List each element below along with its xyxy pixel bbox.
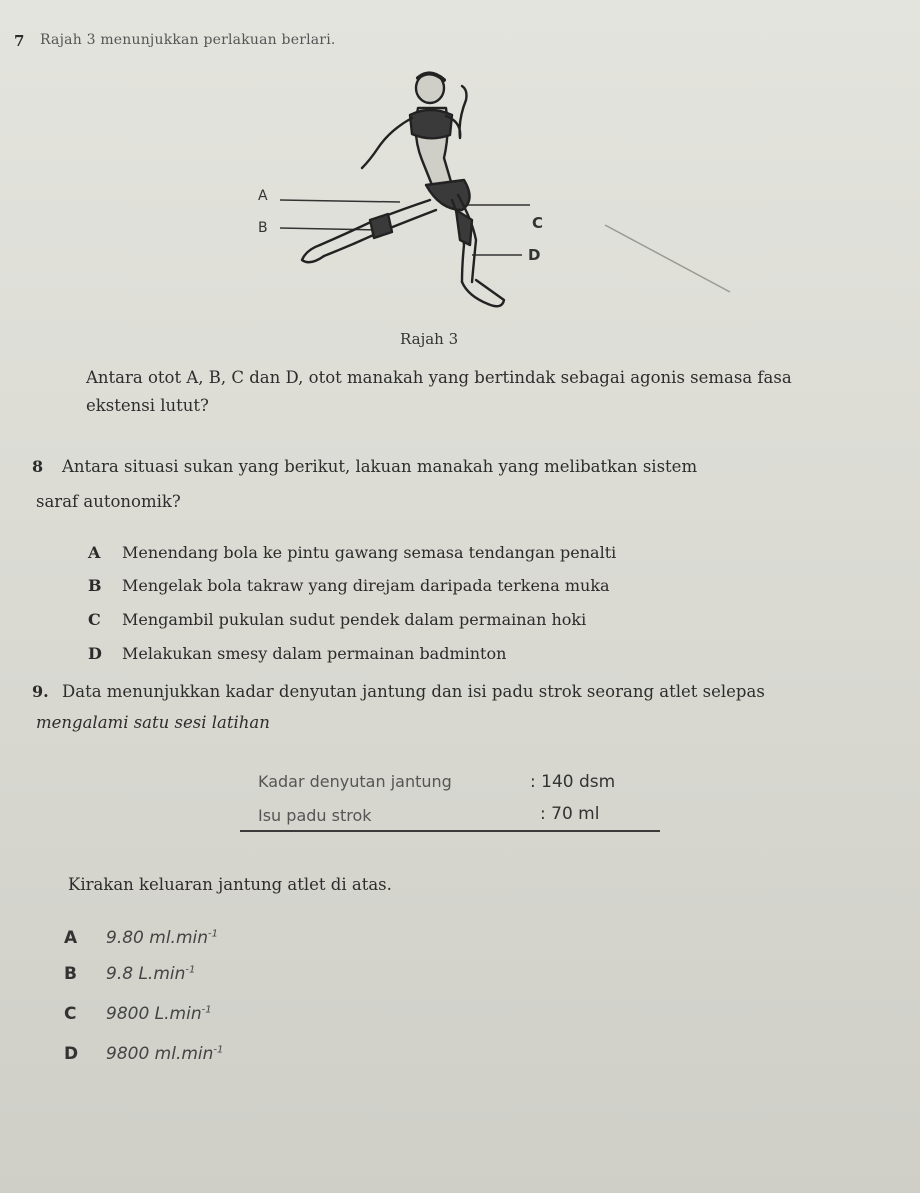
- table-underline: [240, 830, 660, 832]
- figure-caption: Rajah 3: [400, 330, 459, 348]
- q9-answer-a-exponent: -1: [208, 928, 218, 940]
- q9-answer-c-exponent: -1: [201, 1004, 212, 1016]
- q9-answer-d[interactable]: [106, 1044, 223, 1064]
- q8-option-b-letter: B: [88, 576, 102, 595]
- q9-answer-b-letter: B: [64, 964, 77, 984]
- question-7-text-line2: ekstensi lutut?: [86, 396, 209, 415]
- stroke-volume-value: : 70 ml: [540, 804, 600, 824]
- q8-option-d-text[interactable]: Melakukan smesy dalam permainan badminton: [122, 644, 507, 663]
- figure-label-d: D: [528, 246, 541, 264]
- question-8-number: 8: [32, 457, 44, 476]
- figure-label-a: A: [258, 188, 268, 204]
- q9-answer-c-value: 9800 L.min: [106, 1004, 202, 1024]
- q8-option-d-letter: D: [88, 644, 102, 663]
- stroke-volume-label: Isu padu strok: [258, 806, 372, 825]
- runner-figure: [240, 60, 760, 360]
- heart-rate-label: Kadar denyutan jantung: [258, 772, 452, 791]
- q9-answer-d-exponent: -1: [213, 1044, 224, 1056]
- q8-option-a-text[interactable]: Menendang bola ke pintu gawang semasa tendangan penalti: [122, 543, 617, 562]
- q8-option-b-text[interactable]: Mengelak bola takraw yang direjam daripada terkena muka: [122, 576, 610, 595]
- q9-answer-a-letter: A: [64, 928, 78, 948]
- question-9-text-line2: mengalami satu sesi latihan: [36, 713, 270, 732]
- question-8-text-line2: saraf autonomik?: [36, 492, 181, 511]
- q9-answer-d-value: 9800 ml.min: [106, 1044, 214, 1064]
- q9-answer-c-letter: C: [64, 1004, 77, 1024]
- heart-rate-value: : 140 dsm: [530, 772, 616, 792]
- q9-answer-d-letter: D: [64, 1044, 79, 1064]
- question-9-text-line1: Data menunjukkan kadar denyutan jantung dan isi padu strok seorang atlet selepas: [62, 682, 765, 701]
- question-9-number: 9.: [32, 682, 49, 701]
- q9-answer-b-value: 9.8 L.min: [106, 964, 186, 984]
- q8-option-c-letter: C: [88, 610, 101, 629]
- q8-option-c-text[interactable]: Mengambil pukulan sudut pendek dalam permainan hoki: [122, 610, 587, 629]
- figure-label-b: B: [258, 220, 268, 236]
- q9-answer-b[interactable]: [106, 964, 195, 984]
- question-7-text-line1: Antara otot A, B, C dan D, otot manakah yang bertindak sebagai agonis semasa fasa: [86, 368, 792, 387]
- question-9-ask: Kirakan keluaran jantung atlet di atas.: [68, 875, 392, 894]
- q9-answer-a[interactable]: [106, 928, 218, 948]
- q9-answer-c[interactable]: [106, 1004, 212, 1024]
- question-7-number: 7: [14, 32, 25, 50]
- q8-option-a-letter: A: [88, 543, 101, 562]
- q9-answer-a-value: 9.80 ml.min: [106, 928, 208, 948]
- question-8-text-line1: Antara situasi sukan yang berikut, lakuan manakah yang melibatkan sistem: [62, 457, 698, 476]
- question-7-intro: Rajah 3 menunjukkan perlakuan berlari.: [40, 32, 336, 48]
- q9-answer-b-exponent: -1: [185, 964, 196, 976]
- figure-label-c: C: [532, 214, 544, 232]
